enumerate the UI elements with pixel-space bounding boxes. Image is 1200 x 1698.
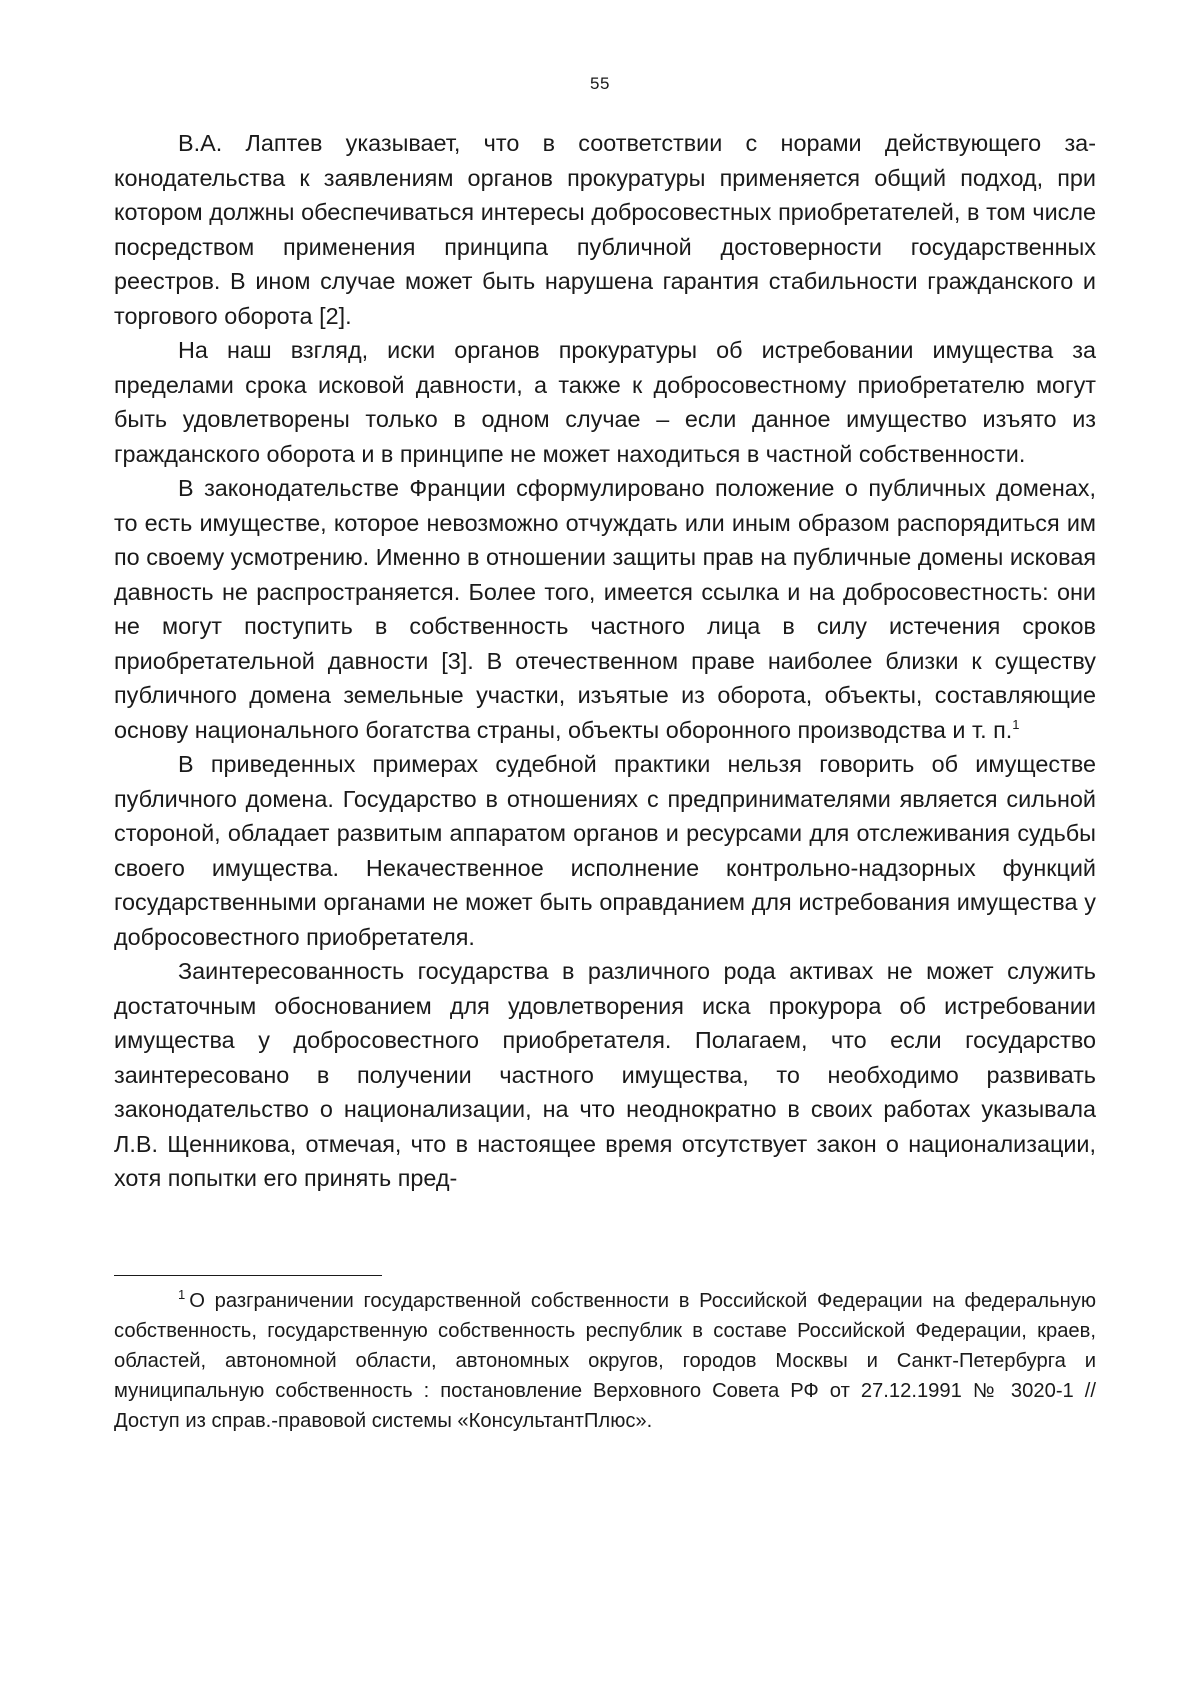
- paragraph-5-text: Заинтересованность государства в различного рода активах не может служить достаточным обоснованием для удовлетворения иска прокурора об истребовании имущества у добросовестного приобретателя. Полагаем, что если государство заинтересовано в получении частного имущества, то необходимо развивать законодательство о национализации, на что неоднократно в своих работах указывала Л.В. Щенникова, отмечая, что в настоящее время отсутствует закон о национализации, хотя попытки его принять пред-: [114, 958, 1096, 1191]
- paragraph-1-text: В.А. Лаптев указывает, что в соответствии с норами действующего законодательства к заявлениям органов прокуратуры применяется общий подход, при котором должны обеспечиваться интересы добросовестных приобретателей, в том числе посредством применения принципа публичной достоверности государственных реестров. В ином случае может быть нарушена гарантия стабильности гражданского и торгового оборота [2].: [114, 130, 1096, 329]
- footnote-separator: [114, 1275, 382, 1276]
- paragraph-2: [114, 333, 1096, 471]
- paragraph-2-text: На наш взгляд, иски органов прокуратуры об истребовании имущества за пределами срока исковой давности, а также к добросовестному приобретателю могут быть удовлетворены только в одном случае – если данное имущество изъято из гражданского оборота и в принципе не может находиться в частной собственности.: [114, 337, 1096, 467]
- page-number: 55: [590, 74, 610, 93]
- paragraph-4: [114, 747, 1096, 954]
- footnote-text: О разграничении государственной собственности в Российской Федерации на федеральную собственность, государственную собственность республик в составе Российской Федерации, краев, областей, автономной области, автономных округов, городов Москвы и Санкт-Петербурга и муниципальную собственность : постановление Верховного Совета РФ от 27.12.1991 № 3020-1 // Доступ из справ.-правовой системы «КонсультантПлюс».: [114, 1290, 1096, 1432]
- footnote: [114, 1286, 1096, 1436]
- paragraph-3-text: В законодательстве Франции сформулировано положение о публичных доменах, то есть имуществе, которое невозможно отчуждать или иным образом распорядиться им по своему усмотрению. Именно в отношении защиты прав на публичные домены исковая давность не распространяется. Более того, имеется ссылка и на добросовестность: они не могут поступить в собственность частного лица в силу истечения сроков приобретательной давности [3]. В отечественном праве наиболее близки к существу публичного домена земельные участки, изъятые из оборота, объекты, составляющие основу национального богатства страны, объекты оборонного производства и т. п.: [114, 475, 1096, 743]
- paragraph-1: [114, 126, 1096, 333]
- paragraph-3: [114, 471, 1096, 747]
- footnote-mark: 1: [178, 1287, 186, 1303]
- main-text: [114, 126, 1096, 1196]
- paragraph-5: [114, 954, 1096, 1196]
- footnote-reference[interactable]: 1: [1012, 716, 1020, 732]
- paragraph-4-text: В приведенных примерах судебной практики нельзя говорить об имуществе публичного домена. Государство в отношениях с предпринимателями является сильной стороной, обладает развитым аппаратом органов и ресурсами для отслеживания судьбы своего имущества. Некачественное исполнение контрольно-надзорных функций государственными органами не может быть оправданием для истребования имущества у добросовестного приобретателя.: [114, 751, 1096, 950]
